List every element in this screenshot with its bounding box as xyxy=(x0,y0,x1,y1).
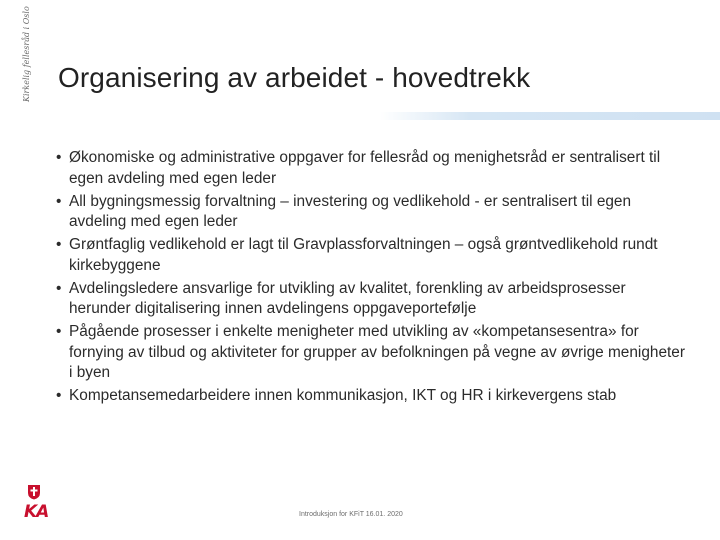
bullet-item: • All bygningsmessig forvaltning – investering og vedlikehold - er sentralisert til egen avdeling med egen leder xyxy=(56,192,686,233)
bullet-item: • Grøntfaglig vedlikehold er lagt til Gravplassforvaltningen – også grøntvedlikehold rundt kirkebyggene xyxy=(56,235,686,276)
title-divider xyxy=(0,112,720,120)
slide-title: Organisering av arbeidet - hovedtrekk xyxy=(58,62,531,93)
church-shield-icon xyxy=(27,484,41,500)
bullet-item: • Kompetansemedarbeidere innen kommunikasjon, IKT og HR i kirkevergens stab xyxy=(56,386,686,407)
bullet-item: • Pågående prosesser i enkelte menigheter med utvikling av «kompetansesentra» for fornying av tilbud og aktiviteter for grupper av befolkningen på vegne av øvrige menigheter i byen xyxy=(56,322,686,384)
bullet-item: • Økonomiske og administrative oppgaver for fellesråd og menighetsråd er sentralisert til egen avdeling med egen leder xyxy=(56,148,686,189)
ka-logo: KA xyxy=(24,502,49,522)
bullet-item: • Avdelingsledere ansvarlige for utvikling av kvalitet, forenkling av arbeidsprosesser herunder digitalisering innen avdelingens oppgaveportefølje xyxy=(56,279,686,320)
footer-text: Introduksjon for KFiT 16.01. 2020 xyxy=(299,511,403,518)
side-logo-text: Kirkelig fellesråd i Oslo xyxy=(22,6,31,102)
bullet-list xyxy=(56,148,686,409)
